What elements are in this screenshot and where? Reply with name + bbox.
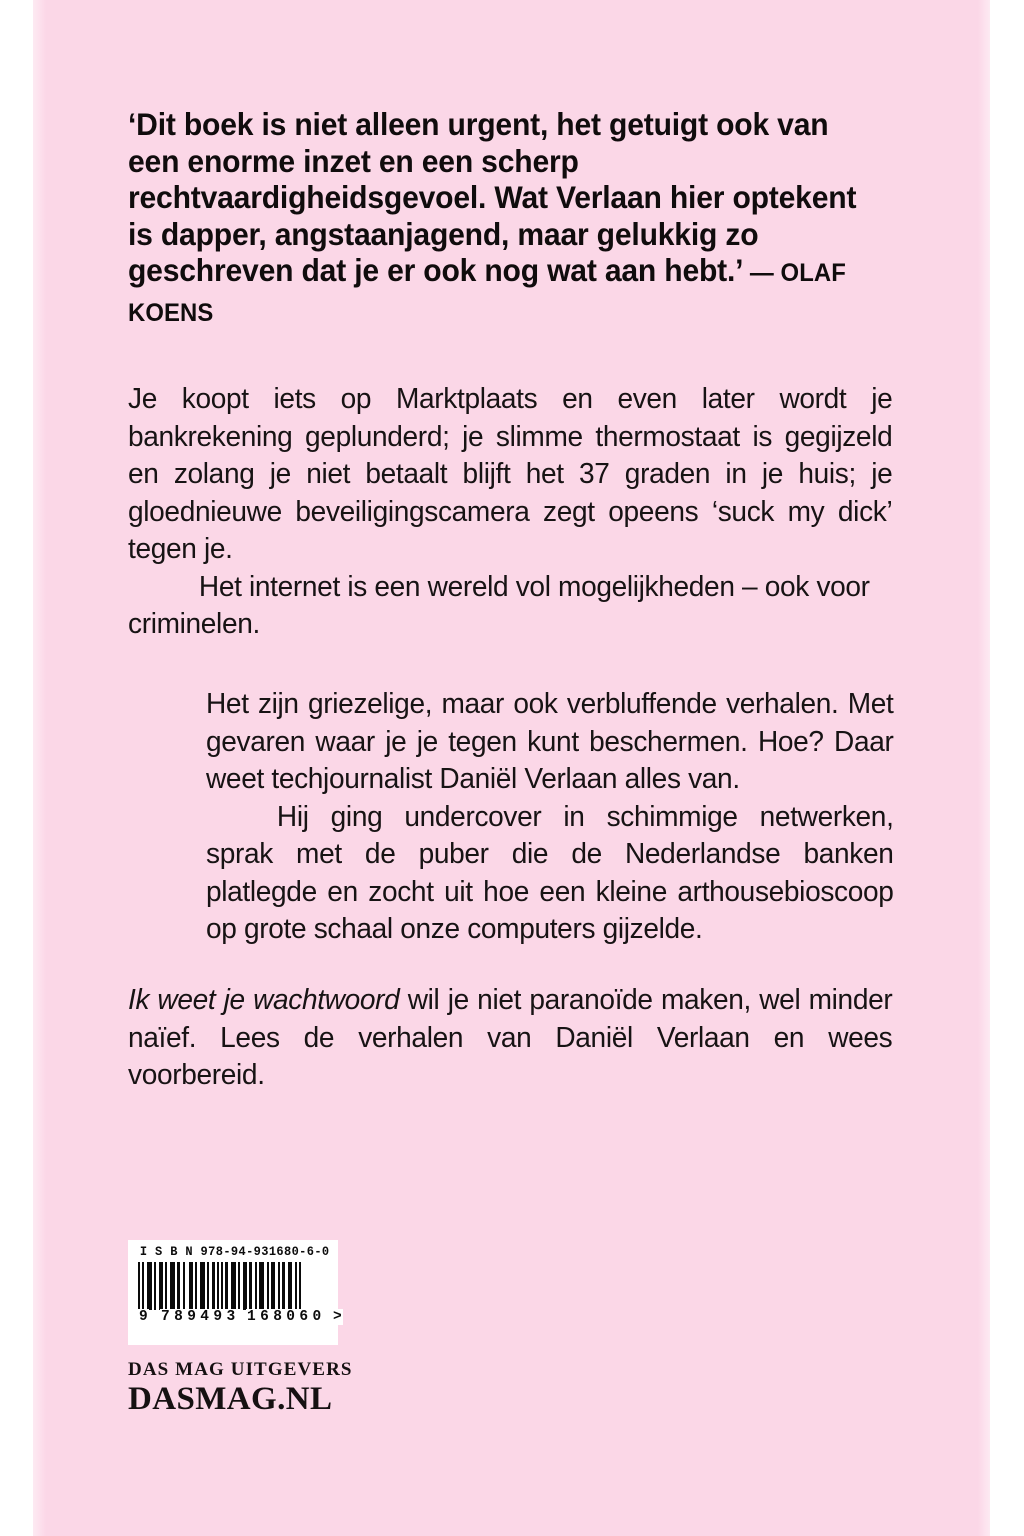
- barcode-digits: [136, 1309, 342, 1327]
- barcode-digits-left: 789493: [161, 1309, 240, 1325]
- blurb-paragraph-2: Het internet is een wereld vol mogelijkheden – ook voor criminelen.: [128, 570, 870, 640]
- barcode-digits-right: 168060: [247, 1309, 326, 1325]
- isbn-number: I S B N 978-94-931680-6-0: [139, 1245, 330, 1259]
- review-blurb-attribution: — OLAF KOENS: [128, 259, 846, 327]
- publisher-imprint: DAS MAG UITGEVERS: [128, 1359, 353, 1380]
- review-blurb-text: ‘Dit boek is niet alleen urgent, het getuigt ook van een enorme inzet en een scherp rechtvaardigheidsgevoel. Wat Verlaan hier optekent is dapper, angstaanjagend, maar gelukkig zo geschreven dat je er ook nog wat aan hebt.’: [128, 106, 857, 288]
- barcode-digit-lead: 9: [139, 1309, 148, 1325]
- page-edge-left: [0, 0, 33, 1536]
- blurb-paragraph-4: Hij ging undercover in schimmige netwerken, sprak met de puber die de Nederlandse banken platlegde en zocht uit hoe een kleine arthousebioscoop op grote schaal onze computers gijzelde.: [206, 800, 894, 945]
- blurb-paragraph-3: Het zijn griezelige, maar ook verbluffende verhalen. Met gevaren waar je je tegen kunt beschermen. Hoe? Daar weet techjournalist Daniël Verlaan alles van.: [206, 688, 894, 795]
- publisher-website: DASMAG.NL: [128, 1381, 333, 1417]
- page-edge-right: [990, 0, 1024, 1536]
- blurb-paragraph-1: Je koopt iets op Marktplaats en even later wordt je bankrekening geplunderd; je slimme thermostaat is gegijzeld en zolang je niet betaalt blijft het 37 graden in je huis; je gloednieuwe beveiligingscamera zegt opeens ‘suck my dick’ tegen je.: [128, 383, 893, 565]
- isbn-barcode: [128, 1240, 342, 1345]
- blurb-paragraph-block-3: [128, 982, 892, 1095]
- book-title-italic: Ik weet je wachtwoord: [128, 984, 400, 1016]
- publisher-block: [128, 1358, 448, 1417]
- review-blurb: [128, 106, 875, 331]
- cover-content-column: [128, 0, 904, 1536]
- spine-fold-right: [978, 0, 990, 1536]
- barcode-digit-trail: >: [333, 1309, 342, 1325]
- blurb-paragraph-5: [128, 982, 892, 1095]
- blurb-paragraph-5-rest: wil je niet paranoïde maken, wel minder naïef. Lees de verhalen van Daniël Verlaan en wees voorbereid.: [128, 984, 893, 1091]
- blurb-paragraph-block-2: [206, 686, 894, 949]
- spine-fold-left: [33, 0, 46, 1536]
- blurb-paragraph-block-1: [128, 381, 892, 644]
